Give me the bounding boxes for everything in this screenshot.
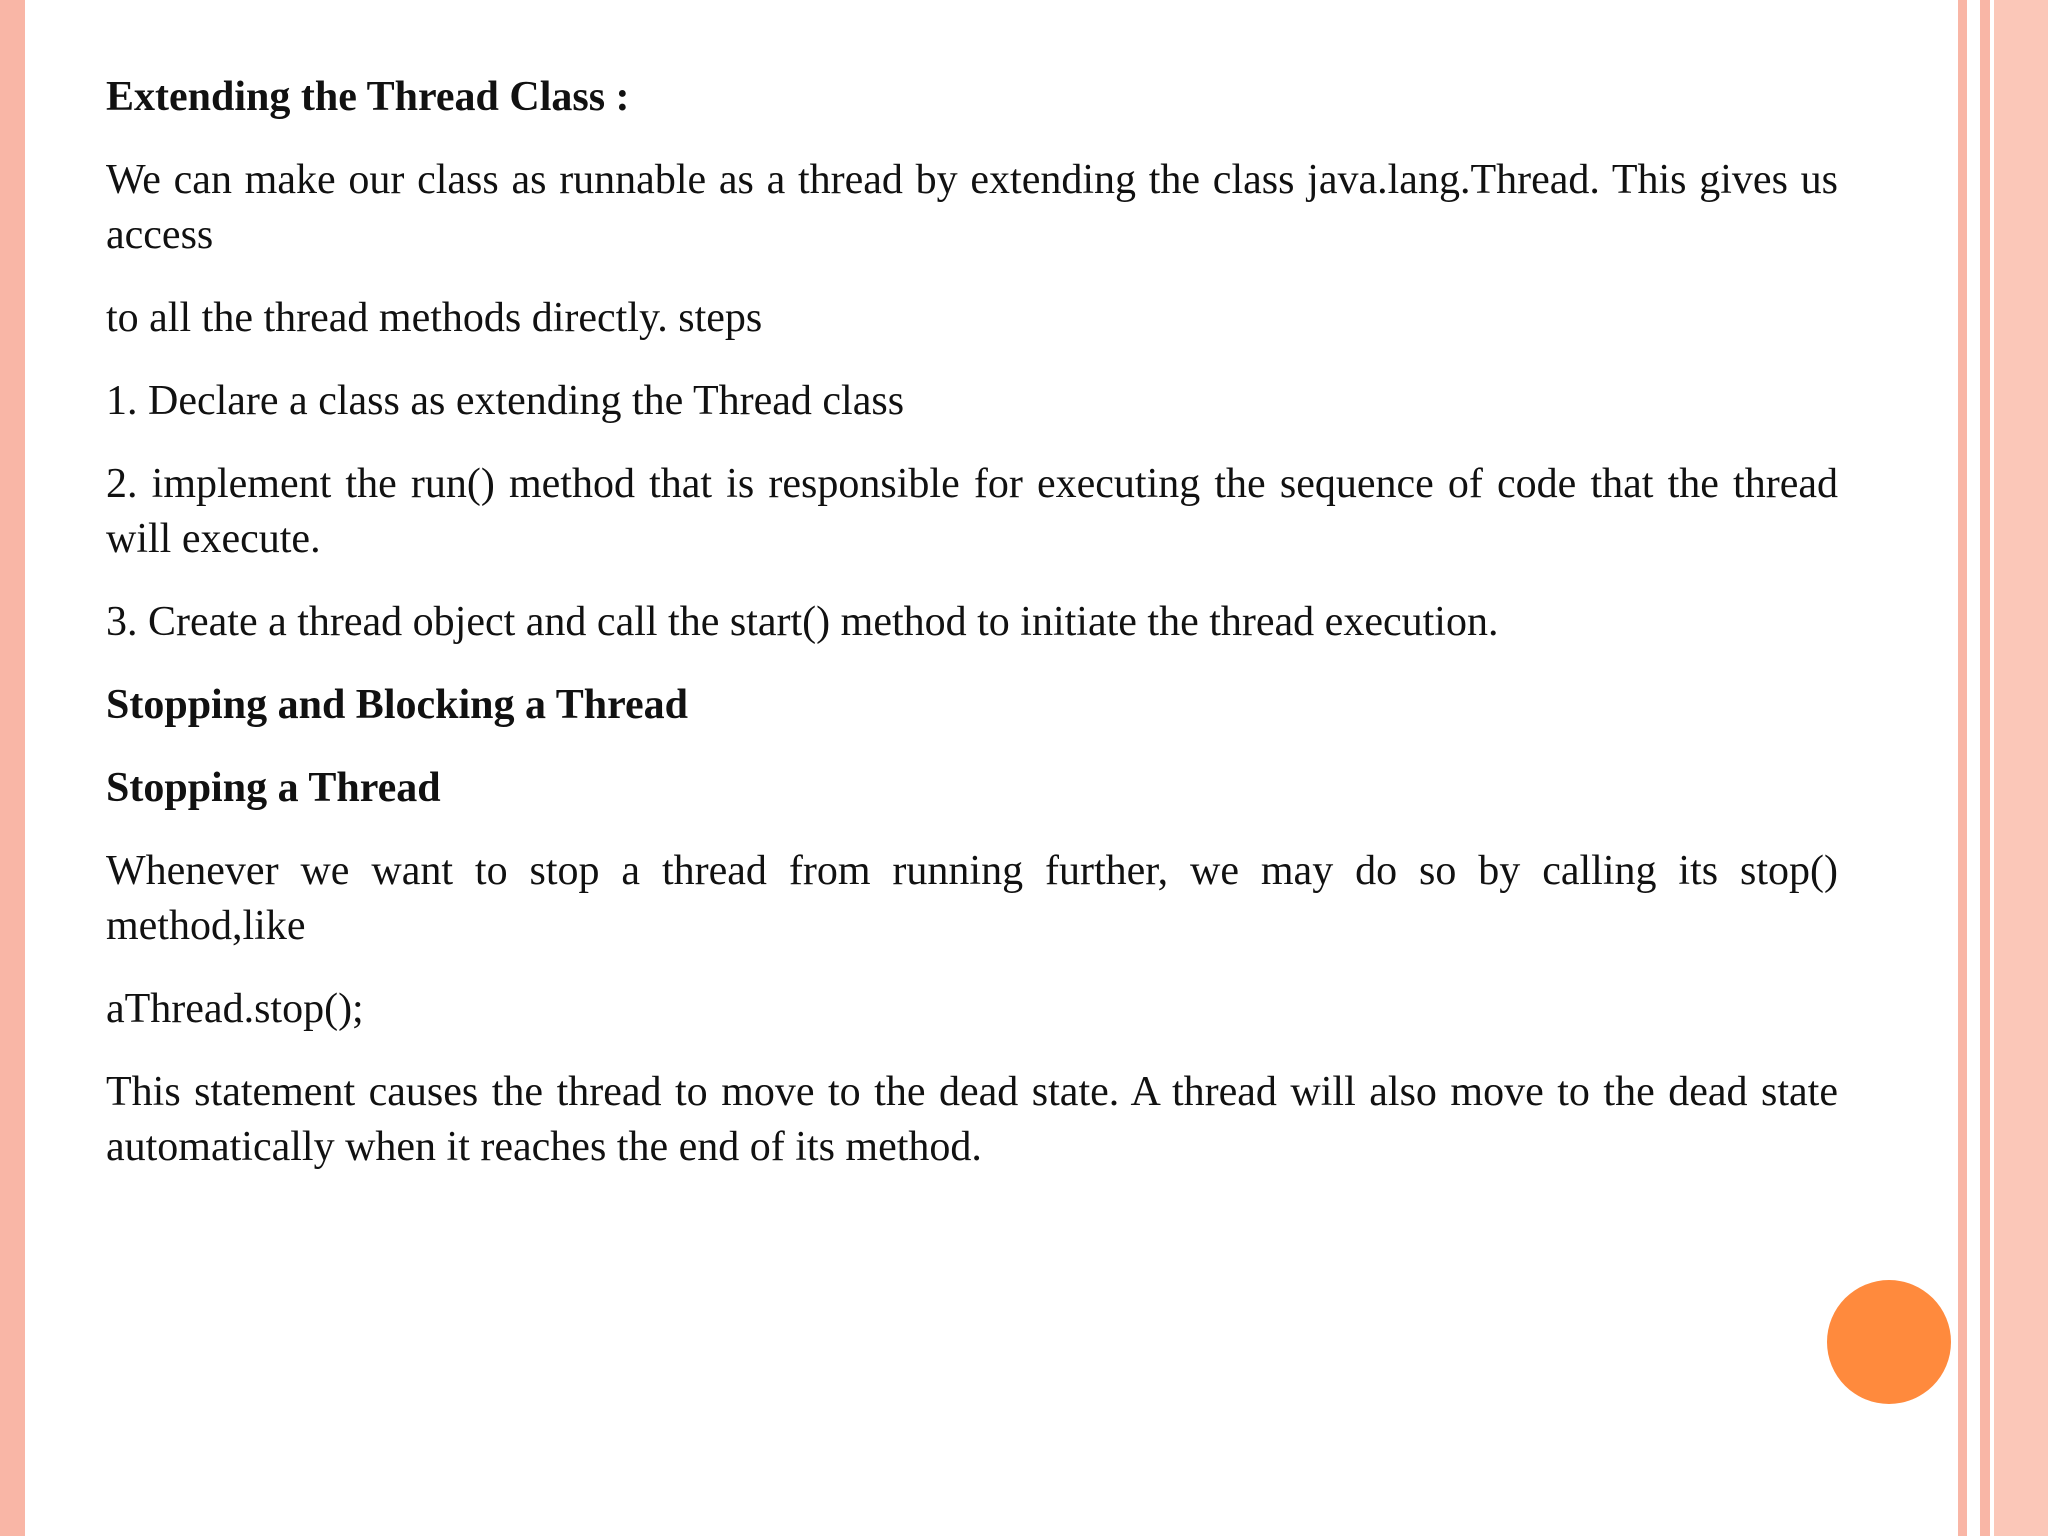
step-2: 2. implement the run() method that is responsible for executing the sequence of code that the thread will execute. [106, 461, 1838, 562]
right-decorative-stripe [1980, 0, 1990, 1536]
paragraph-stop-1: Whenever we want to stop a thread from running further, we may do so by calling its stop() method,like [106, 848, 1838, 949]
paragraph-intro-2: to all the thread methods directly. steps [106, 295, 763, 341]
step-3: 3. Create a thread object and call the start() method to initiate the thread execution. [106, 599, 1499, 645]
paragraph-stop-2: This statement causes the thread to move to the dead state. A thread will also move to the dead state automatically when it reaches the end of its method. [106, 1069, 1838, 1170]
step-1: 1. Declare a class as extending the Thread class [106, 378, 905, 424]
heading-extending-thread: Extending the Thread Class : [106, 74, 630, 120]
heading-stopping-blocking: Stopping and Blocking a Thread [106, 682, 689, 728]
orange-circle-decoration [1827, 1280, 1951, 1404]
right-decorative-stripe [1994, 0, 2048, 1536]
code-stop-call: aThread.stop(); [106, 986, 364, 1032]
slide-content [106, 70, 1838, 1203]
right-decorative-stripe [1958, 0, 1967, 1536]
paragraph-intro-1: We can make our class as runnable as a thread by extending the class java.lang.Thread. This gives us access [106, 157, 1838, 258]
left-decorative-stripe [0, 0, 25, 1536]
heading-stopping-thread: Stopping a Thread [106, 765, 441, 811]
